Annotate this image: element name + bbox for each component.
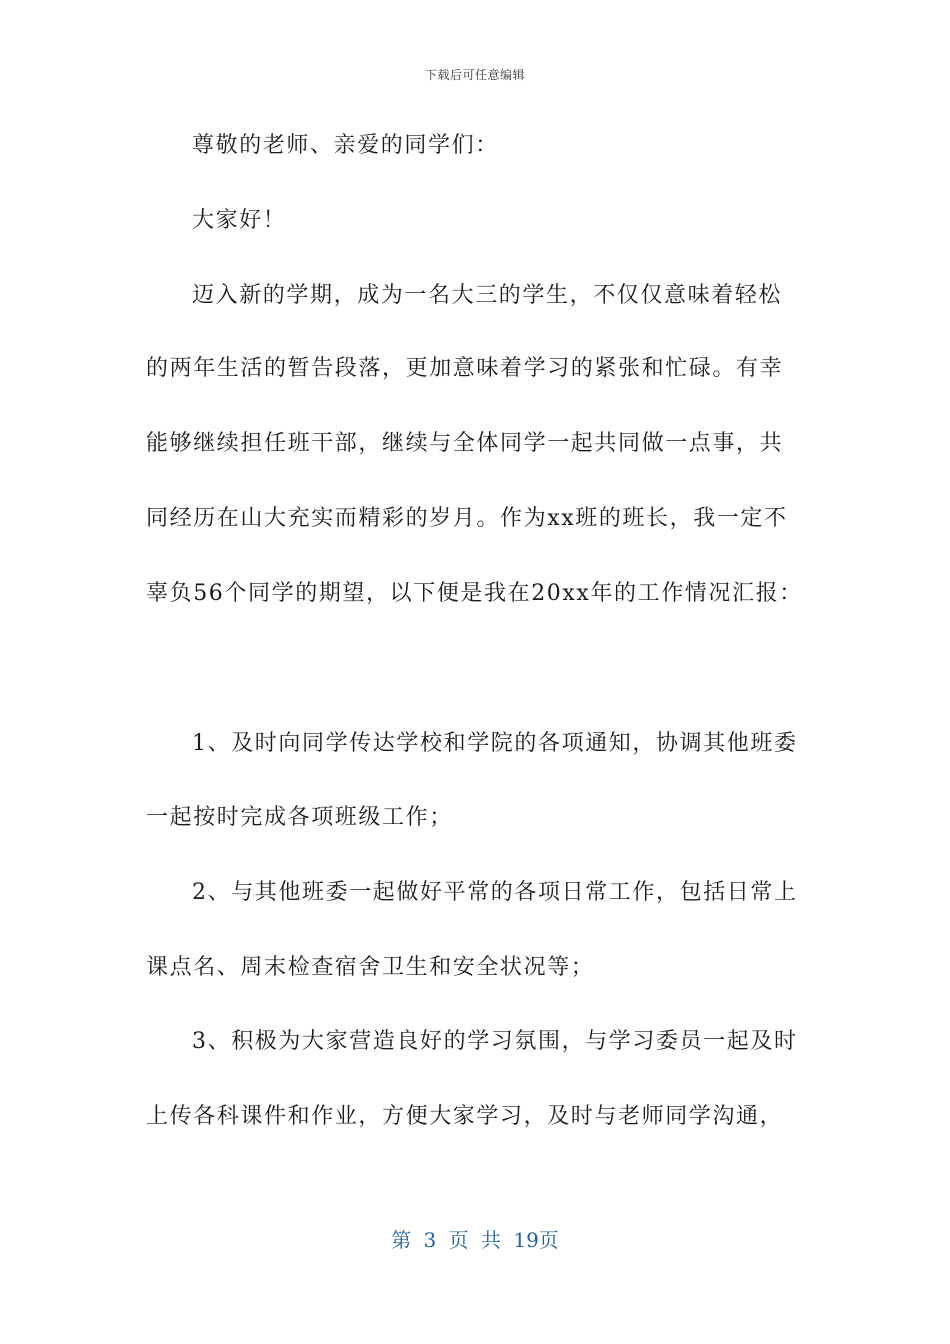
- list-item-1-line: 一起按时完成各项班级工作；: [146, 805, 453, 830]
- intro-line: 能够继续担任班干部，继续与全体同学一起共同做一点事，共: [146, 431, 784, 456]
- intro-line: 辜负56个同学的期望，以下便是我在20xx年的工作情况汇报：: [146, 581, 803, 606]
- list-item-1-line: 1、及时向同学传达学校和学院的各项通知，协调其他班委: [192, 731, 798, 756]
- intro-line: 迈入新的学期，成为一名大三的学生，不仅仅意味着轻松: [192, 283, 783, 308]
- list-item-3-line: 3、积极为大家营造良好的学习氛围，与学习委员一起及时: [192, 1029, 798, 1054]
- list-item-2-line: 2、与其他班委一起做好平常的各项日常工作，包括日常上: [192, 880, 798, 905]
- page-number: 第 3 页 共 19页: [391, 1228, 559, 1252]
- list-item-3-line: 上传各科课件和作业，方便大家学习，及时与老师同学沟通，: [146, 1104, 784, 1129]
- greeting: 大家好！: [192, 208, 287, 233]
- intro-line: 同经历在山大充实而精彩的岁月。作为xx班的班长，我一定不: [146, 506, 788, 531]
- intro-line: 的两年生活的暂告段落，更加意味着学习的紧张和忙碌。有幸: [146, 356, 784, 381]
- salutation: 尊敬的老师、亲爱的同学们：: [192, 133, 499, 158]
- list-item-2-line: 课点名、周末检查宿舍卫生和安全状况等；: [146, 955, 595, 980]
- page-header: 下载后可任意编辑: [424, 68, 525, 82]
